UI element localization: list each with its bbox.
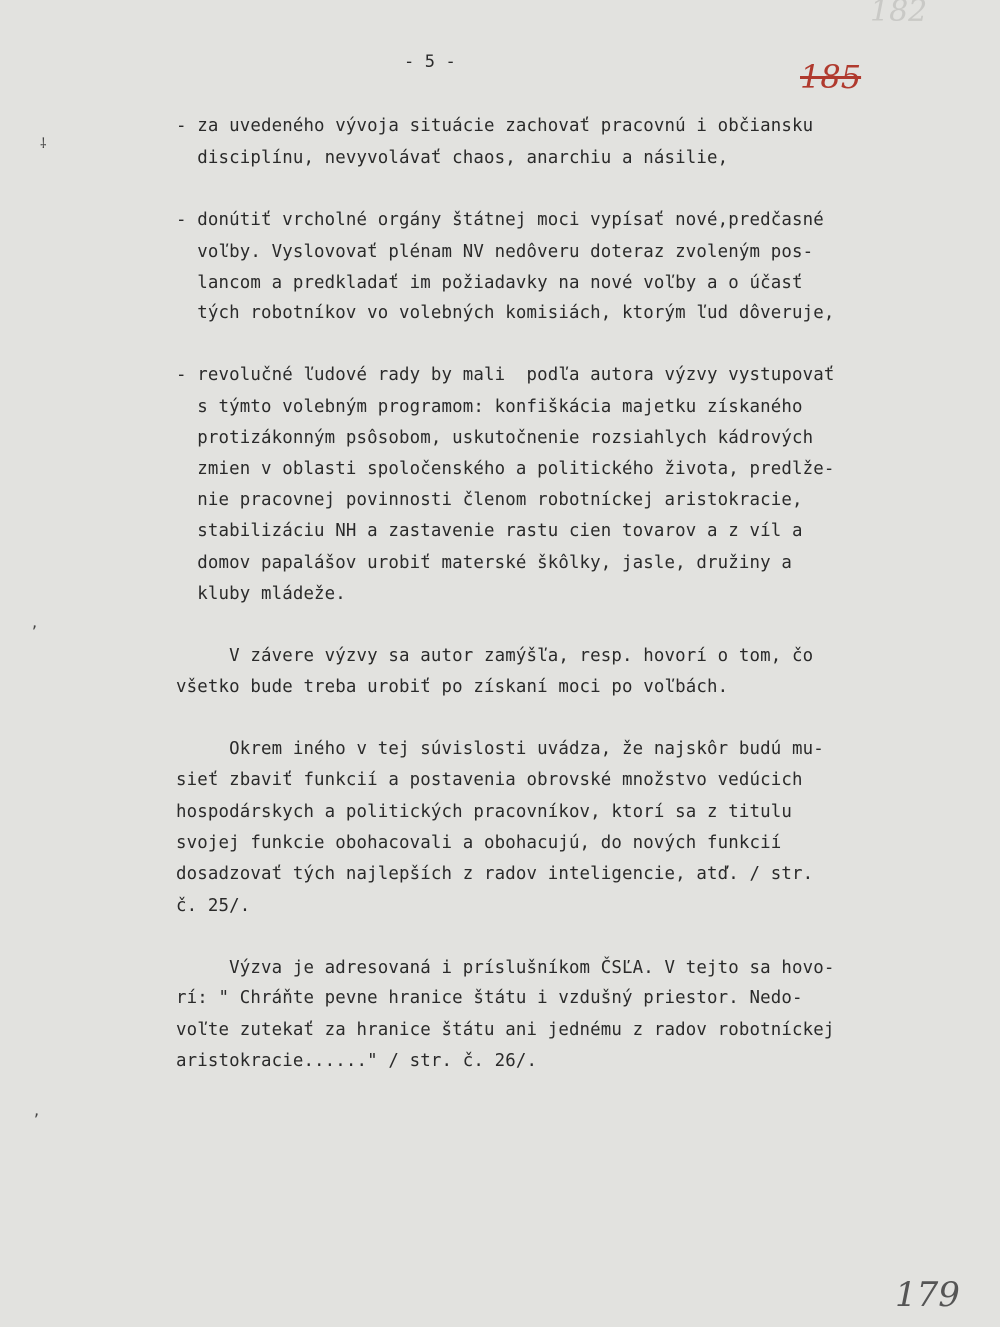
text-line: tých robotníkov vo volebných komisiách, ktorým ľud dôveruje,	[176, 303, 835, 323]
text-line: - revolučné ľudové rady by mali podľa autora výzvy vystupovať	[176, 365, 835, 385]
text-line: protizákonným psôsobom, uskutočnenie rozsiahlych kádrových	[176, 428, 814, 448]
text-line: - za uvedeného vývoja situácie zachovať pracovnú i občiansku	[176, 116, 814, 136]
text-line: hospodárskych a politických pracovníkov, ktorí sa z titulu	[176, 802, 792, 822]
punch-mark: ʼ	[32, 1112, 41, 1128]
archive-number-faded: 182	[870, 0, 928, 29]
text-line: dosadzovať tých najlepších z radov inteligencie, atď. / str.	[176, 864, 814, 884]
text-line: disciplínu, nevyvolávať chaos, anarchiu a násilie,	[176, 148, 729, 168]
text-line: č. 25/.	[176, 896, 251, 916]
archive-number-crossed: 185	[800, 58, 862, 96]
text-line: V závere výzvy sa autor zamýšľa, resp. hovorí o tom, čo	[176, 646, 814, 666]
text-line: všetko bude treba urobiť po získaní moci po voľbách.	[176, 677, 729, 697]
text-line: Výzva je adresovaná i príslušníkom ČSĽA. V tejto sa hovo-	[176, 958, 835, 978]
text-line: svojej funkcie obohacovali a obohacujú, do nových funkcií	[176, 833, 782, 853]
punch-mark: ʼ	[30, 624, 39, 640]
text-line: sieť zbaviť funkcií a postavenia obrovské množstvo vedúcich	[176, 770, 803, 790]
text-line: nie pracovnej povinnosti členom robotníckej aristokracie,	[176, 490, 803, 510]
text-line: Okrem iného v tej súvislosti uvádza, že najskôr budú mu-	[176, 739, 824, 759]
text-line: rí: " Chráňte pevne hranice štátu i vzdušný priestor. Nedo-	[176, 988, 803, 1008]
folio-number: 179	[895, 1275, 960, 1315]
text-line: zmien v oblasti spoločenského a politického života, predlže-	[176, 459, 835, 479]
text-line: voľte zutekať za hranice štátu ani jednému z radov robotníckej	[176, 1020, 835, 1040]
page-number: - 5 -	[404, 52, 456, 72]
text-line: kluby mládeže.	[176, 584, 346, 604]
text-line: aristokracie......" / str. č. 26/.	[176, 1051, 538, 1071]
text-line: - donútiť vrcholné orgány štátnej moci vypísať nové,predčasné	[176, 210, 824, 230]
text-line: s týmto volebným programom: konfiškácia majetku získaného	[176, 397, 803, 417]
text-line: voľby. Vyslovovať plénam NV nedôveru doteraz zvoleným pos-	[176, 242, 814, 262]
text-line: stabilizáciu NH a zastavenie rastu cien tovarov a z víl a	[176, 521, 803, 541]
punch-mark: ⸸	[40, 136, 47, 152]
text-line: lancom a predkladať im požiadavky na nové voľby a o účasť	[176, 273, 803, 293]
text-line: domov papalášov urobiť materské škôlky, jasle, družiny a	[176, 553, 792, 573]
